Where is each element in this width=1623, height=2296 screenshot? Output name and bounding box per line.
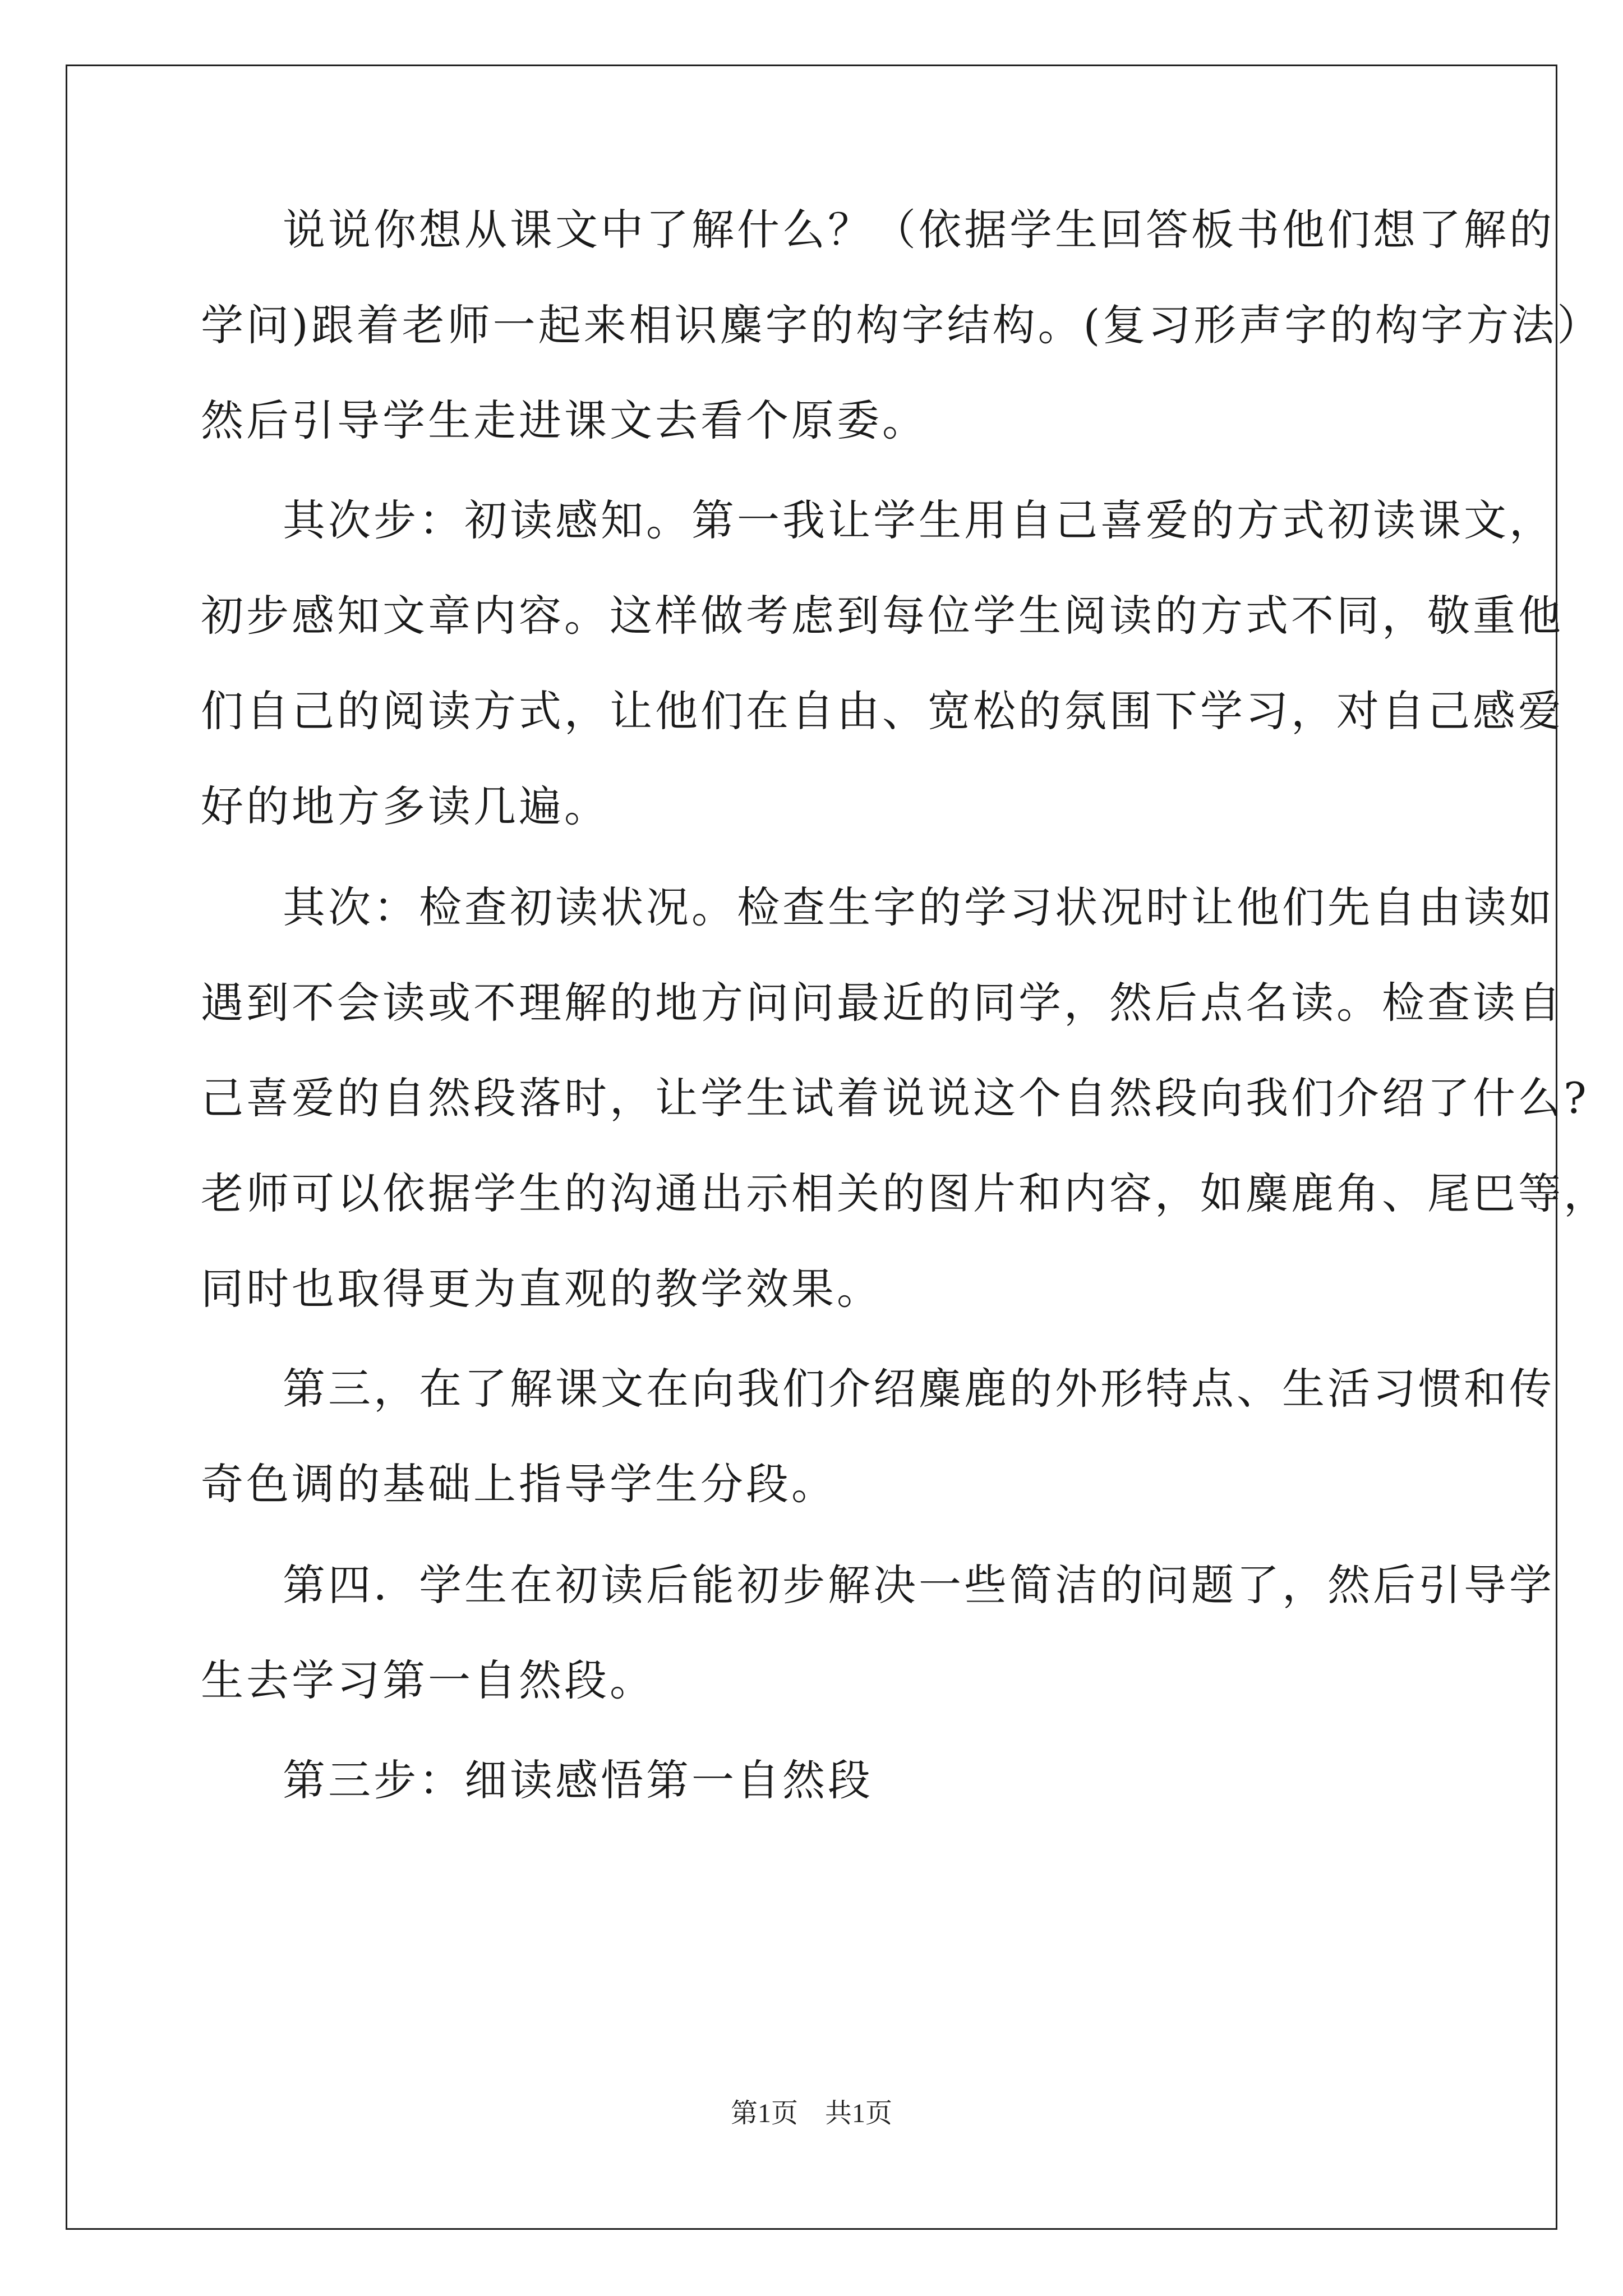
paragraph-4-line-1: 第三，在了解课文在向我们介绍麋鹿的外形特点、生活习惯和传 <box>283 1364 1555 1414</box>
paragraph-3-line-2: 遇到不会读或不理解的地方问问最近的同学，然后点名读。检查读自 <box>201 978 1564 1028</box>
paragraph-1-line-3: 然后引导学生走进课文去看个原委。 <box>201 395 928 445</box>
paragraph-6-line-1: 第三步：细读感悟第一自然段 <box>283 1755 873 1805</box>
page-number-footer: 第1页 共1页 <box>730 2099 892 2128</box>
paragraph-4-line-2: 奇色调的基础上指导学生分段。 <box>201 1459 837 1509</box>
paragraph-2-line-3: 们自己的阅读方式，让他们在自由、宽松的氛围下学习，对自己感爱 <box>201 686 1564 736</box>
page-border <box>66 65 1557 2230</box>
paragraph-3-line-5: 同时也取得更为直观的教学效果。 <box>201 1264 882 1314</box>
paragraph-2-line-1: 其次步：初读感知。第一我让学生用自己喜爱的方式初读课文， <box>283 495 1555 545</box>
paragraph-5-line-2: 生去学习第一自然段。 <box>201 1655 655 1705</box>
paragraph-3-line-3: 己喜爱的自然段落时，让学生试着说说这个自然段向我们介绍了什么? <box>201 1073 1589 1123</box>
paragraph-2-line-2: 初步感知文章内容。这样做考虑到每位学生阅读的方式不同，敬重他 <box>201 591 1564 641</box>
paragraph-5-line-1: 第四．学生在初读后能初步解决一些简洁的问题了，然后引导学 <box>283 1560 1555 1610</box>
paragraph-1-line-2: 学问)跟着老师一起来相识麋字的构字结构。(复习形声字的构字方法） <box>201 300 1603 350</box>
paragraph-2-line-4: 好的地方多读几遍。 <box>201 781 610 831</box>
paragraph-3-line-1: 其次：检查初读状况。检查生字的学习状况时让他们先自由读如 <box>283 882 1555 932</box>
paragraph-1-line-1: 说说你想从课文中了解什么？（依据学生回答板书他们想了解的 <box>283 205 1555 255</box>
paragraph-3-line-4: 老师可以依据学生的沟通出示相关的图片和内容，如麋鹿角、尾巴等， <box>201 1168 1609 1218</box>
